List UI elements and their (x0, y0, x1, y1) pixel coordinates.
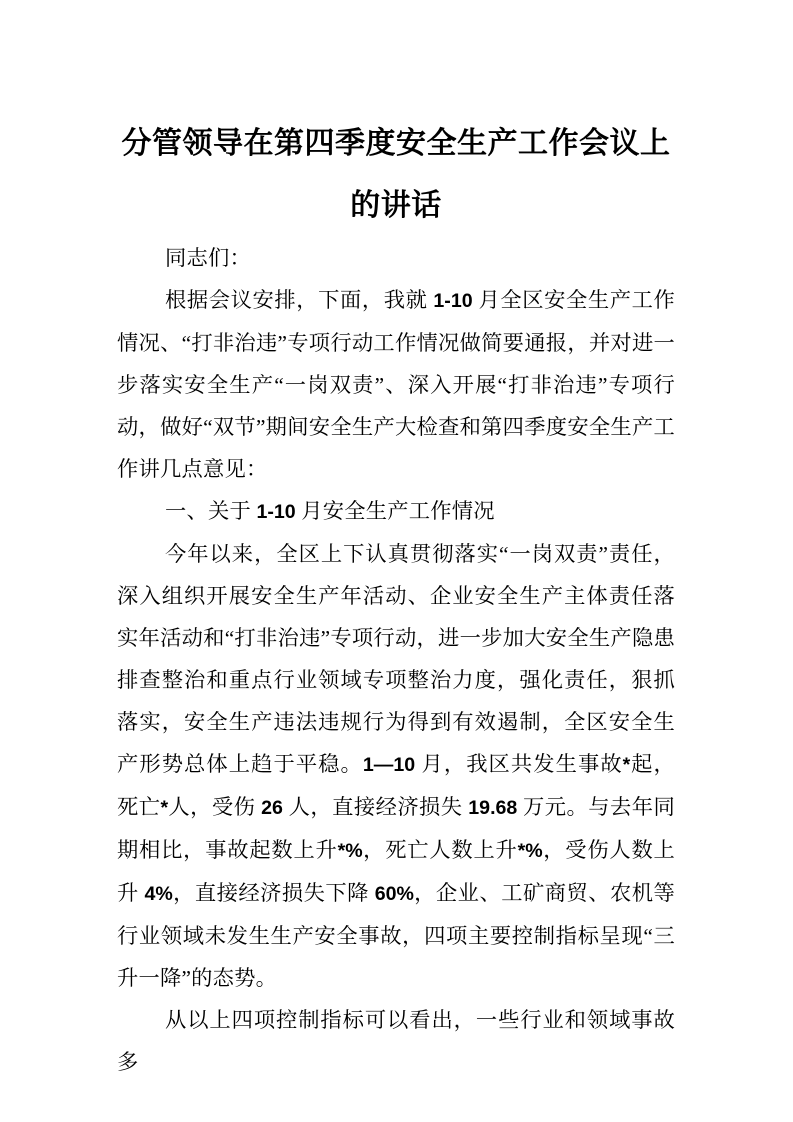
text-run: 万元。与去年同期相比，事故起数上升 (117, 795, 675, 862)
number-run: *% (337, 840, 363, 862)
text-run: 人，直接经济损失 (282, 795, 469, 819)
paragraph (117, 237, 675, 279)
text-run: 根据会议安排，下面，我就 (165, 288, 434, 312)
number-run: 1-10 (433, 290, 473, 312)
text-run: 一、关于 (165, 499, 257, 523)
paragraph (117, 279, 675, 490)
paragraph (117, 533, 675, 999)
text-run: 从以上四项控制指标可以看出，一些行业和领域事故多 (117, 1008, 675, 1074)
number-run: * (160, 797, 169, 819)
text-run: ，死亡人数上升 (362, 838, 518, 862)
number-run: *% (517, 840, 543, 862)
text-run: ，企业、工矿商贸、农机等行业领域未发生生产安全事故，四项主要控制指标呈现“三升一降”的态势。 (117, 881, 675, 990)
text-run: ，受伤人数上升 (117, 838, 675, 905)
number-run: 1-10 (256, 501, 296, 523)
number-run: 4% (144, 883, 173, 905)
document-body (117, 237, 675, 1083)
paragraph (117, 490, 675, 533)
paragraph (117, 999, 675, 1083)
text-run: 起，死亡 (117, 752, 676, 819)
document-title: 分管领导在第四季度安全生产工作会议上的讲话 (121, 127, 671, 222)
text-run: 月全区安全生产工作情况、“打非治违”专项行动工作情况做简要通报，并对进一步落实安全生产“一岗双责”、深入开展“打非治违”专项行动，做好“双节”期间安全生产大检查和第四季度安全生产工作讲几点意见： (117, 288, 675, 481)
number-run: 1—10 (362, 754, 416, 776)
text-run: 人，受伤 (168, 795, 262, 819)
number-run: * (622, 754, 631, 776)
number-run: 60% (374, 883, 414, 905)
text-run: 同志们： (165, 246, 251, 270)
text-run: ，直接经济损失下降 (172, 881, 375, 905)
number-run: 19.68 (468, 797, 518, 819)
text-run: 月，我区共发生事故 (415, 752, 623, 776)
text-run: 今年以来，全区上下认真贯彻落实“一岗双责”责任，深入组织开展安全生产年活动、企业安全生产主体责任落实年活动和“打非治违”专项行动，进一步加大安全生产隐患排查整治和重点行业领域专项整治力度，强化责任，狠抓落实，安全生产违法违规行为得到有效遏制，全区安全生产形势总体上趋于平稳。 (117, 542, 675, 776)
number-run: 26 (261, 797, 283, 819)
text-run: 月安全生产工作情况 (295, 499, 495, 523)
